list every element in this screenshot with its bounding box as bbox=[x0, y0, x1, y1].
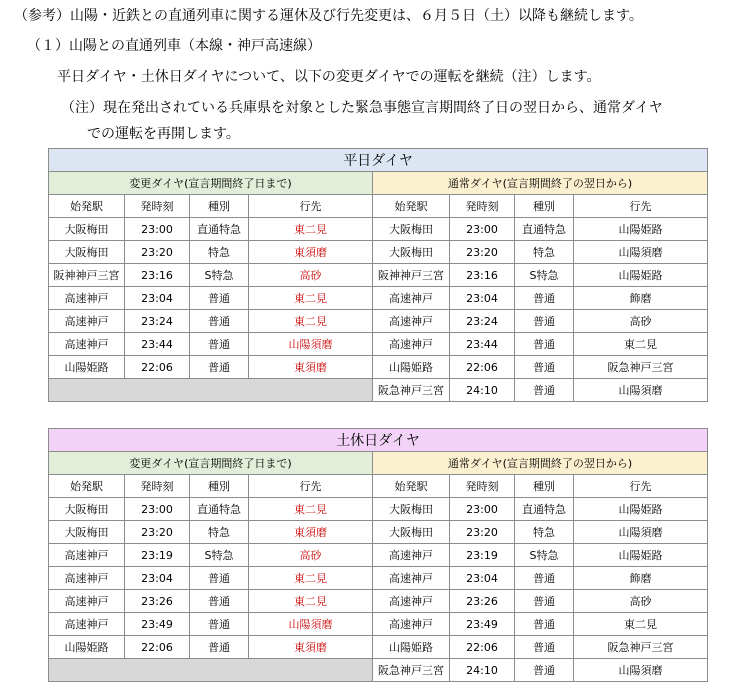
changed-destination: 山陽須磨 bbox=[249, 613, 373, 636]
normal-departure-time: 22:06 bbox=[450, 356, 515, 379]
changed-origin-station: 大阪梅田 bbox=[49, 218, 125, 241]
normal-departure-time: 23:49 bbox=[450, 613, 515, 636]
changed-train-type: 普通 bbox=[190, 590, 249, 613]
normal-destination: 阪急神戸三宮 bbox=[574, 636, 708, 659]
normal-departure-time: 24:10 bbox=[450, 659, 515, 682]
changed-departure-time: 23:26 bbox=[125, 590, 190, 613]
table-row bbox=[49, 613, 708, 636]
normal-schedule-header: 通常ダイヤ(宣言期間終了の翌日から) bbox=[373, 172, 708, 195]
normal-departure-time: 23:00 bbox=[450, 218, 515, 241]
normal-origin-station: 高速神戸 bbox=[373, 567, 450, 590]
weekday-schedule-table bbox=[48, 148, 708, 402]
departure-column-header: 発時刻 bbox=[450, 475, 515, 498]
normal-destination: 高砂 bbox=[574, 590, 708, 613]
normal-train-type: 直通特急 bbox=[515, 218, 574, 241]
table-row bbox=[49, 356, 708, 379]
normal-train-type: 特急 bbox=[515, 241, 574, 264]
changed-schedule-header: 変更ダイヤ(宣言期間終了日まで) bbox=[49, 172, 373, 195]
normal-destination: 東二見 bbox=[574, 613, 708, 636]
destination-column-header: 行先 bbox=[574, 475, 708, 498]
table-row bbox=[49, 241, 708, 264]
normal-train-type: 普通 bbox=[515, 310, 574, 333]
table-row bbox=[49, 521, 708, 544]
normal-destination: 山陽須磨 bbox=[574, 379, 708, 402]
changed-train-type: 普通 bbox=[190, 333, 249, 356]
normal-train-type: 普通 bbox=[515, 567, 574, 590]
changed-departure-time: 23:00 bbox=[125, 218, 190, 241]
changed-origin-station: 高速神戸 bbox=[49, 567, 125, 590]
table-row bbox=[49, 567, 708, 590]
table-row bbox=[49, 264, 708, 287]
table-row bbox=[49, 379, 708, 402]
changed-train-type: S特急 bbox=[190, 264, 249, 287]
changed-origin-station: 高速神戸 bbox=[49, 590, 125, 613]
normal-origin-station: 高速神戸 bbox=[373, 310, 450, 333]
changed-destination: 東二見 bbox=[249, 218, 373, 241]
destination-column-header: 行先 bbox=[249, 475, 373, 498]
normal-origin-station: 大阪梅田 bbox=[373, 241, 450, 264]
changed-train-type: 普通 bbox=[190, 567, 249, 590]
normal-destination: 山陽須磨 bbox=[574, 521, 708, 544]
normal-origin-station: 山陽姫路 bbox=[373, 636, 450, 659]
type-column-header: 種別 bbox=[190, 475, 249, 498]
normal-train-type: 普通 bbox=[515, 613, 574, 636]
normal-departure-time: 23:26 bbox=[450, 590, 515, 613]
changed-destination: 山陽須磨 bbox=[249, 333, 373, 356]
changed-destination: 東二見 bbox=[249, 567, 373, 590]
normal-origin-station: 阪急神戸三宮 bbox=[373, 379, 450, 402]
normal-departure-time: 23:16 bbox=[450, 264, 515, 287]
normal-destination: 山陽姫路 bbox=[574, 218, 708, 241]
origin-column-header: 始発駅 bbox=[373, 475, 450, 498]
changed-departure-time: 23:16 bbox=[125, 264, 190, 287]
changed-origin-station: 高速神戸 bbox=[49, 310, 125, 333]
normal-origin-station: 高速神戸 bbox=[373, 333, 450, 356]
origin-column-header: 始発駅 bbox=[49, 475, 125, 498]
normal-train-type: S特急 bbox=[515, 264, 574, 287]
table-row bbox=[49, 544, 708, 567]
normal-origin-station: 高速神戸 bbox=[373, 613, 450, 636]
normal-origin-station: 高速神戸 bbox=[373, 544, 450, 567]
changed-destination: 東二見 bbox=[249, 310, 373, 333]
normal-train-type: 普通 bbox=[515, 659, 574, 682]
changed-train-type: 普通 bbox=[190, 636, 249, 659]
normal-train-type: 普通 bbox=[515, 287, 574, 310]
normal-train-type: 特急 bbox=[515, 521, 574, 544]
normal-departure-time: 23:19 bbox=[450, 544, 515, 567]
table-row bbox=[49, 333, 708, 356]
normal-origin-station: 大阪梅田 bbox=[373, 521, 450, 544]
table-title: 土休日ダイヤ bbox=[49, 429, 708, 452]
changed-schedule-header: 変更ダイヤ(宣言期間終了日まで) bbox=[49, 452, 373, 475]
changed-departure-time: 23:00 bbox=[125, 498, 190, 521]
normal-destination: 高砂 bbox=[574, 310, 708, 333]
changed-train-type: 特急 bbox=[190, 521, 249, 544]
departure-column-header: 発時刻 bbox=[125, 475, 190, 498]
changed-train-type: 普通 bbox=[190, 613, 249, 636]
normal-departure-time: 23:24 bbox=[450, 310, 515, 333]
changed-origin-station: 高速神戸 bbox=[49, 613, 125, 636]
empty-cell bbox=[49, 659, 373, 682]
changed-train-type: 普通 bbox=[190, 356, 249, 379]
normal-departure-time: 22:06 bbox=[450, 636, 515, 659]
normal-destination: 山陽姫路 bbox=[574, 264, 708, 287]
departure-column-header: 発時刻 bbox=[450, 195, 515, 218]
departure-column-header: 発時刻 bbox=[125, 195, 190, 218]
changed-departure-time: 22:06 bbox=[125, 356, 190, 379]
changed-departure-time: 23:20 bbox=[125, 521, 190, 544]
type-column-header: 種別 bbox=[515, 475, 574, 498]
normal-origin-station: 高速神戸 bbox=[373, 590, 450, 613]
type-column-header: 種別 bbox=[515, 195, 574, 218]
changed-origin-station: 高速神戸 bbox=[49, 544, 125, 567]
changed-origin-station: 阪神神戸三宮 bbox=[49, 264, 125, 287]
normal-origin-station: 大阪梅田 bbox=[373, 218, 450, 241]
normal-train-type: S特急 bbox=[515, 544, 574, 567]
changed-departure-time: 23:04 bbox=[125, 567, 190, 590]
holiday-schedule-table bbox=[48, 428, 708, 682]
normal-schedule-header: 通常ダイヤ(宣言期間終了の翌日から) bbox=[373, 452, 708, 475]
changed-destination: 高砂 bbox=[249, 544, 373, 567]
normal-departure-time: 24:10 bbox=[450, 379, 515, 402]
changed-origin-station: 大阪梅田 bbox=[49, 498, 125, 521]
note-line-continued: での運転を再開します。 bbox=[87, 126, 240, 142]
table-row bbox=[49, 590, 708, 613]
normal-destination: 山陽姫路 bbox=[574, 544, 708, 567]
changed-train-type: 直通特急 bbox=[190, 498, 249, 521]
changed-departure-time: 23:04 bbox=[125, 287, 190, 310]
changed-origin-station: 大阪梅田 bbox=[49, 521, 125, 544]
normal-train-type: 普通 bbox=[515, 379, 574, 402]
normal-origin-station: 阪神神戸三宮 bbox=[373, 264, 450, 287]
changed-departure-time: 23:24 bbox=[125, 310, 190, 333]
normal-destination: 阪急神戸三宮 bbox=[574, 356, 708, 379]
changed-origin-station: 山陽姫路 bbox=[49, 636, 125, 659]
changed-train-type: 普通 bbox=[190, 310, 249, 333]
changed-origin-station: 大阪梅田 bbox=[49, 241, 125, 264]
changed-destination: 東須磨 bbox=[249, 521, 373, 544]
table-row bbox=[49, 310, 708, 333]
notice-body: 平日ダイヤ・土休日ダイヤについて、以下の変更ダイヤでの運転を継続（注）します。 bbox=[57, 69, 601, 85]
normal-origin-station: 大阪梅田 bbox=[373, 498, 450, 521]
normal-train-type: 普通 bbox=[515, 333, 574, 356]
changed-train-type: 特急 bbox=[190, 241, 249, 264]
table-title: 平日ダイヤ bbox=[49, 149, 708, 172]
changed-departure-time: 23:49 bbox=[125, 613, 190, 636]
normal-train-type: 普通 bbox=[515, 356, 574, 379]
normal-departure-time: 23:00 bbox=[450, 498, 515, 521]
normal-destination: 山陽須磨 bbox=[574, 241, 708, 264]
destination-column-header: 行先 bbox=[574, 195, 708, 218]
empty-cell bbox=[49, 379, 373, 402]
normal-destination: 山陽姫路 bbox=[574, 498, 708, 521]
note-line: （注）現在発出されている兵庫県を対象とした緊急事態宣言期間終了日の翌日から、通常ダイヤ bbox=[61, 100, 663, 116]
changed-train-type: S特急 bbox=[190, 544, 249, 567]
normal-train-type: 直通特急 bbox=[515, 498, 574, 521]
changed-destination: 東二見 bbox=[249, 498, 373, 521]
destination-column-header: 行先 bbox=[249, 195, 373, 218]
type-column-header: 種別 bbox=[190, 195, 249, 218]
changed-origin-station: 高速神戸 bbox=[49, 333, 125, 356]
normal-destination: 東二見 bbox=[574, 333, 708, 356]
normal-destination: 山陽須磨 bbox=[574, 659, 708, 682]
table-row bbox=[49, 218, 708, 241]
normal-departure-time: 23:04 bbox=[450, 567, 515, 590]
normal-origin-station: 阪急神戸三宮 bbox=[373, 659, 450, 682]
changed-departure-time: 22:06 bbox=[125, 636, 190, 659]
normal-origin-station: 高速神戸 bbox=[373, 287, 450, 310]
normal-train-type: 普通 bbox=[515, 590, 574, 613]
origin-column-header: 始発駅 bbox=[373, 195, 450, 218]
notice-line: （参考）山陽・近鉄との直通列車に関する運休及び行先変更は、６月５日（土）以降も継続します。 bbox=[14, 8, 643, 24]
origin-column-header: 始発駅 bbox=[49, 195, 125, 218]
table-row bbox=[49, 659, 708, 682]
changed-departure-time: 23:20 bbox=[125, 241, 190, 264]
table-row bbox=[49, 287, 708, 310]
normal-departure-time: 23:04 bbox=[450, 287, 515, 310]
changed-train-type: 直通特急 bbox=[190, 218, 249, 241]
normal-train-type: 普通 bbox=[515, 636, 574, 659]
normal-departure-time: 23:44 bbox=[450, 333, 515, 356]
section-heading: （１）山陽との直通列車（本線・神戸高速線） bbox=[27, 38, 321, 54]
normal-origin-station: 山陽姫路 bbox=[373, 356, 450, 379]
changed-destination: 東二見 bbox=[249, 287, 373, 310]
changed-destination: 東二見 bbox=[249, 590, 373, 613]
changed-train-type: 普通 bbox=[190, 287, 249, 310]
changed-destination: 東須磨 bbox=[249, 241, 373, 264]
changed-destination: 東須磨 bbox=[249, 636, 373, 659]
changed-origin-station: 高速神戸 bbox=[49, 287, 125, 310]
changed-origin-station: 山陽姫路 bbox=[49, 356, 125, 379]
changed-departure-time: 23:44 bbox=[125, 333, 190, 356]
table-row bbox=[49, 636, 708, 659]
normal-departure-time: 23:20 bbox=[450, 241, 515, 264]
changed-departure-time: 23:19 bbox=[125, 544, 190, 567]
changed-destination: 東須磨 bbox=[249, 356, 373, 379]
normal-departure-time: 23:20 bbox=[450, 521, 515, 544]
normal-destination: 飾磨 bbox=[574, 567, 708, 590]
table-row bbox=[49, 498, 708, 521]
changed-destination: 高砂 bbox=[249, 264, 373, 287]
normal-destination: 飾磨 bbox=[574, 287, 708, 310]
